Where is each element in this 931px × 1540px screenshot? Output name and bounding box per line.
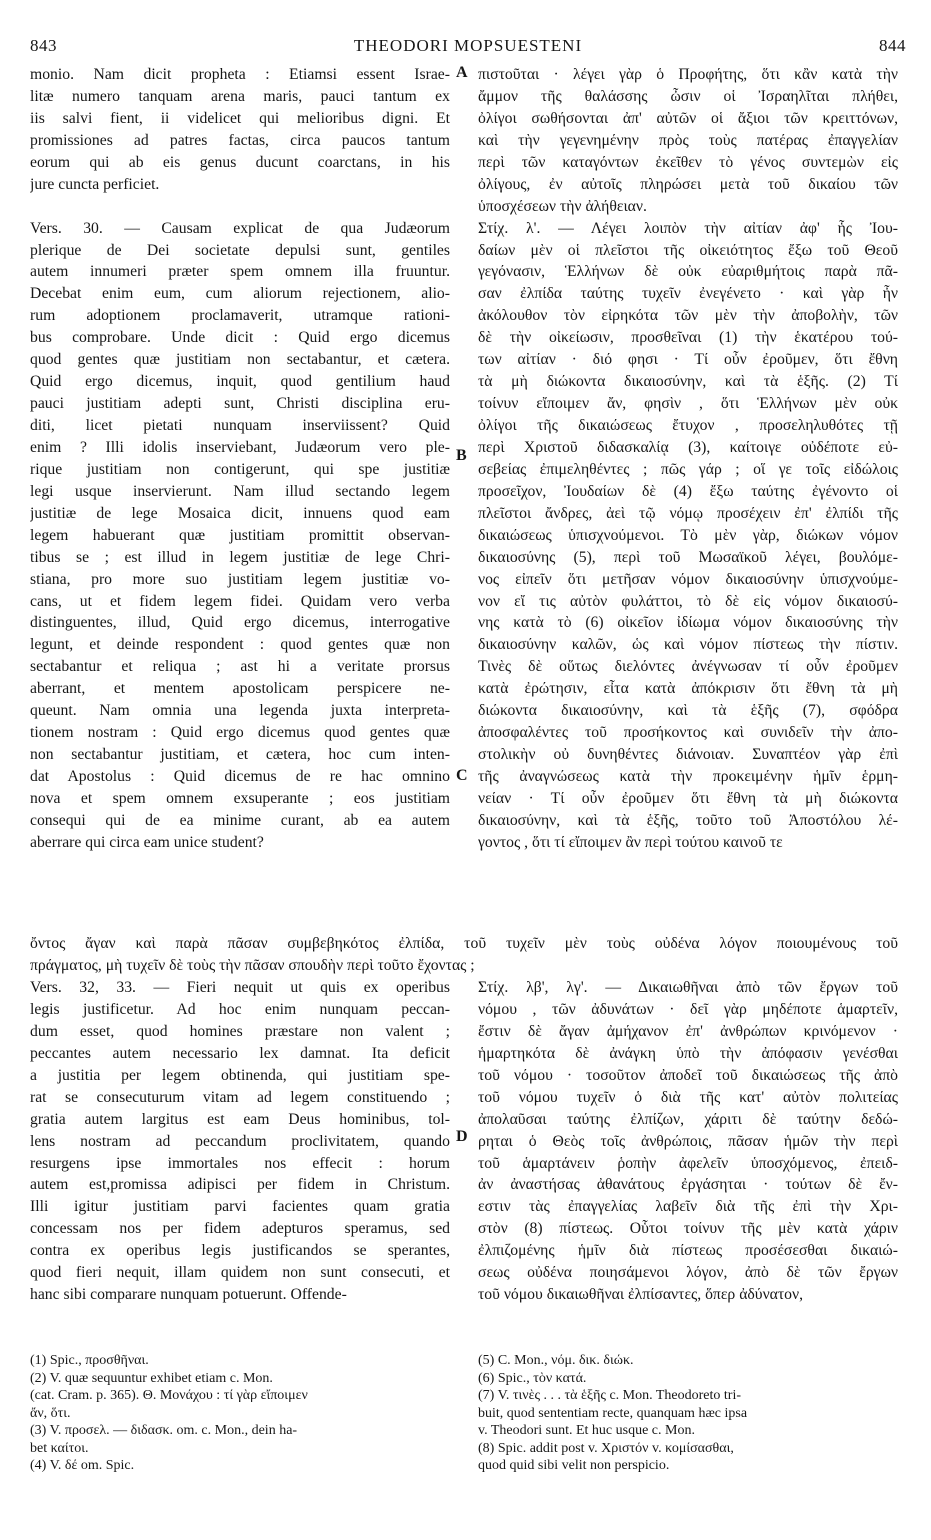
greek-text-line: στολικὴν οὐ δυνηθέντες διάνοιαν. Συναπτέον γὰρ ἐπὶ <box>478 746 898 764</box>
footnote-line: (4) V. δέ om. Spic. <box>30 1458 135 1473</box>
latin-text-line: distinguentes, illud, Quid ergo dicemus, interrogative <box>30 614 450 632</box>
greek-text-line: δικαιοσύνην καλῶν, ὡς καὶ νόμον πίστεως τὴν πίστιν. <box>478 636 898 654</box>
page-number-left: 843 <box>30 36 57 55</box>
latin-text-line: iis salvi fient, ii videlicet qui melioribus digni. Et <box>30 109 450 127</box>
footnote-line: bet καίτοι. <box>30 1440 89 1456</box>
greek-spanning-lines <box>30 933 898 977</box>
greek-text-line: νος εἰπεῖν ὅτι μετῆσαν νόμον δικαιοσύνην ὑπισχνούμε- <box>478 570 898 588</box>
footnotes-left <box>30 1352 450 1475</box>
greek-text-line: νον εἴ τις αὐτὸν φυλάττοι, τὸ δὲ εἰς νόμον δικαιοσύ- <box>478 592 898 610</box>
greek-text-line: ἔστιν δὲ ἄγαν ἀμήχανον ἐπ' ἀνθρώπων κρινόμενον · <box>478 1022 898 1040</box>
latin-text-line: Quid ergo dicemus, inquit, quod gentilium haud <box>30 373 450 391</box>
latin-text-line: quod gentes quæ justitiam non sectabantur, et cætera. <box>30 351 450 369</box>
latin-text-line: Vers. 30. — Causam explicat de qua Judæorum <box>30 219 450 237</box>
footnote-line: (2) V. quæ sequuntur exhibet etiam c. Mon. <box>30 1370 273 1386</box>
footnote-line: ἄν, ὅτι. <box>30 1405 71 1421</box>
latin-text-line: queunt. Nam omnia una legenda juxta interpreta- <box>30 702 450 720</box>
latin-text-line: monio. Nam dicit propheta : Etiamsi essent Israe- <box>30 66 450 83</box>
latin-text-line: legunt, et deinde respondent : quod gentes quæ non <box>30 636 450 654</box>
greek-text-line: δικαιοσύνην, καὶ τὰ ἑξῆς, τοῦτο τοῦ Ἀποστόλου λέ- <box>478 811 898 829</box>
greek-text-line: νης κατὰ τὸ (6) οἰκεῖον ἰδίωμα νόμον δικαιοσύνης τὴν <box>478 614 898 632</box>
greek-text-line: νείαν · Τί οὖν ἐροῦμεν ὅτι ἔθνη τὰ μὴ διώκοντα <box>478 789 898 807</box>
greek-text-line: ἡμαρτηκότα δὲ ἀνάγκη ὑπὸ τὴν ἀπόφασιν γενέσθαι <box>478 1044 898 1062</box>
latin-text-line: peccantes autem necessario lex damnat. Ita deficit <box>30 1044 450 1062</box>
greek-text-line: σαν ἐλπίδα ταύτης τυχεῖν ἐνεγένετο · καὶ γὰρ ἦν <box>478 285 898 303</box>
footnotes-right <box>478 1352 898 1475</box>
running-header <box>30 36 906 60</box>
greek-spanning-line: πράγματος, μὴ τυχεῖν δὲ τοὺς τὴν πᾶσαν σπουδὴν περὶ τοῦτο ἔχοντας ; <box>30 956 475 974</box>
latin-text-line: gratia autem largitus est eam Deus hominibus, tol- <box>30 1110 450 1128</box>
greek-text-line: ἀπολαῦσαι ταύτης ἐλπίζων, χάριτι δὲ ταύτην δεδώ- <box>478 1110 898 1128</box>
latin-text-line: tionem nostram : Quid ergo dicemus quod gentes quæ <box>30 724 450 742</box>
latin-text-line: pauci justitiam adepti sunt, Christi disciplina eru- <box>30 395 450 413</box>
greek-text-line: Τινὲς δὲ οὕτως διελόντες ἀνέγνωσαν τί οὖν ἐροῦμεν <box>478 658 898 676</box>
latin-text-line: promissiones ad patres factas, circa paucos tantum <box>30 131 450 149</box>
greek-text-line: νόμου , τῶν ἀδυνάτων · δεῖ γὰρ μηδέποτε ἁμαρτεῖν, <box>478 1000 898 1018</box>
latin-text-line: litæ numero tanquam arena maris, pauci tantum ex <box>30 87 450 105</box>
greek-column-lower <box>478 977 898 1306</box>
greek-text-line: ἀκόλουθον τὸν εἰρηκότα τῶν μὲν τὴν ἀποβολὴν, τῶν <box>478 307 898 325</box>
latin-text-line: quod fieri nequit, illam quidem non sunt consecuti, et <box>30 1264 450 1282</box>
latin-text-line: concessam nos per fidem adepturos speramus, sed <box>30 1220 450 1238</box>
footnote-line: (6) Spic., τὸν κατά. <box>478 1370 587 1386</box>
latin-text-line: a justitia per legem obtinenda, qui justitiam spe- <box>30 1066 450 1084</box>
latin-text-line: nova et spem omnem exsuperante ; eos justitiam <box>30 789 450 807</box>
greek-text-line: κατὰ ἐρώτησιν, εἶτα κατὰ ἀπόκρισιν ὅτι ἔθνη τὰ μὴ <box>478 680 898 698</box>
greek-text-line: προσεῖχον, Ἰουδαίων δὲ (4) ἔξω ταύτης ἐγένοντο οἱ <box>478 482 898 500</box>
greek-text-line: ἐλπιζομένης ἡμῖν διὰ πίστεως προσέσεσθαι δικαιώ- <box>478 1242 898 1260</box>
footnote-line: (7) V. τινὲς . . . τὰ ἑξῆς c. Mon. Theodoreto tri- <box>478 1388 742 1403</box>
footnote-line: (3) V. προσελ. — διδασκ. om. c. Mon., dein ha- <box>30 1423 298 1438</box>
greek-text-line: σεως οὐδένα ποιησάμενοι λόγον, ἀπὸ δὲ τῶν ἔργων <box>478 1264 898 1282</box>
latin-text-line: rique justitiam non contigerunt, qui spe justitiæ <box>30 460 450 478</box>
latin-text-line: dat Apostolus : Quid dicemus de re hac omnino <box>30 768 450 785</box>
latin-text-line: jure cuncta perficiet. <box>30 175 160 193</box>
greek-text-line: εστιν τὰς ἐπαγγελίας λαβεῖν διὰ τῆς ἐπὶ τὴν Χρι- <box>478 1198 898 1216</box>
latin-text-line: autem innumeri præter spem omnem illa fruuntur. <box>30 263 450 281</box>
latin-text-line: rat se consecuturum vitam ad legem constituendo ; <box>30 1088 450 1106</box>
latin-text-line: stiana, pro more suo justitiam legem justitiæ vo- <box>30 570 450 588</box>
greek-text-line: ἄμμον τῆς θαλάσσης ὦσιν οἱ Ἰσραηλῖται πλήθει, <box>478 87 898 105</box>
greek-text-line: δαίων μὲν οἱ πλεῖστοι τῆς οἰκειότητος ἔξω τοῦ Θεοῦ <box>478 241 898 259</box>
latin-text-line: enim ? Illi idolis inserviebant, Judæorum vero ple- <box>30 438 450 456</box>
greek-text-line: τῆς ἀναγνώσεως κατὰ τὴν προκειμένην ἡμῖν ἑρμη- <box>478 768 898 785</box>
greek-text-line: Στίχ. λ'. — Λέγει λοιπὸν τὴν αἰτίαν ἀφ' ἧς Ἰου- <box>478 219 898 237</box>
footnote-line: v. Theodori sunt. Et huc usque c. Mon. <box>478 1423 695 1438</box>
greek-column-upper <box>478 64 898 854</box>
greek-text-line: διώκοντα δικαιοσύνην, καὶ τὰ ἑξῆς (7), σφόδρα <box>478 702 898 720</box>
greek-text-line: των αἰτίαν · διό φησι · Τί οὖν ἐροῦμεν, ὅτι ἔθνη <box>478 351 898 369</box>
greek-text-line: περὶ Χριστοῦ διδασκαλίᾳ (3), καίτοιγε οὐδέποτε εὐ- <box>478 438 898 456</box>
greek-text-line: στὸν (8) πίστεως. Οὗτοι τοίνυν τῆς μὲν κατὰ χάριν <box>478 1220 898 1238</box>
greek-text-line: τοῦ νόμου · τοσοῦτον ἀποδεῖ τοῦ δικαιώσεως τῆς ἀπὸ <box>478 1066 898 1084</box>
greek-text-line: Στίχ. λβ', λγ'. — Δικαιωθῆναι ἀπὸ τῶν ἔργων τοῦ <box>478 979 898 996</box>
latin-text-line: justitiæ de lege Mosaica dicit, innuens quod eam <box>30 504 450 522</box>
footnote-line: buit, quod sententiam recte, quanquam hæc ipsa <box>478 1405 748 1421</box>
latin-text-line: consequi qui de ea minime curant, ab ea autem <box>30 811 450 829</box>
footnote-line: (8) Spic. addit post v. Χριστόν v. κομίσασθαι, <box>478 1440 734 1456</box>
latin-text-line <box>30 196 450 218</box>
greek-text-line: δὲ τὴν οἰκείωσιν, προσθεῖναι (1) τὴν ἑκατέρου τού- <box>478 329 898 347</box>
margin-marker-c: C <box>456 767 468 784</box>
greek-text-line: τοῦ ἁμαρτάνειν ῥοπὴν ἀφελεῖν ὑποσχόμενος, ἐπειδ- <box>478 1154 898 1172</box>
greek-text-line: δικαιοσύνης (5), περὶ τοῦ Μωσαϊκοῦ λέγει, βουλόμε- <box>478 548 898 566</box>
latin-text-line: cans, ut et fidem legem fidei. Quidam vero verba <box>30 592 450 610</box>
greek-text-line: ὀλίγοι σωθήσονται ἀπ' αὐτῶν οἱ ἄξιοι τῶν κρειττόνων, <box>478 109 898 127</box>
greek-text-line: σεβείας ἐπιμεληθέντες ; πῶς γάρ ; οἵ γε τοῖς εἰδώλοις <box>478 460 898 478</box>
latin-text-line: hanc sibi comparare nunquam potuerunt. Offende- <box>30 1286 347 1304</box>
margin-marker-b: B <box>456 447 467 464</box>
greek-text-line: τοῦ νόμου δικαιωθῆναι ἐλπίσαντες, ὅπερ ἀδύνατον, <box>478 1286 804 1304</box>
margin-marker-d: D <box>456 1128 468 1145</box>
latin-text-line: plerique de Dei societate depulsi sunt, gentiles <box>30 241 450 259</box>
latin-text-line: rum adoptionem proclamaverit, utramque rationi- <box>30 307 450 325</box>
latin-text-line: legi usque inservierunt. Nam illud sectando legem <box>30 482 450 500</box>
latin-text-line: Illi igitur justitiam parvi facientes quam gratia <box>30 1198 450 1216</box>
latin-text-line: contra ex operibus legis justificandos se sperantes, <box>30 1242 450 1260</box>
latin-column-upper <box>30 64 450 854</box>
greek-text-line: περὶ τῶν καταγόντων ἐκεῖθεν τὸ γένος συντεμὼν εἰς <box>478 153 898 171</box>
greek-text-line: ἀν ἀναστήσας ἀθανάτους ἐργάσηται · τούτων δὲ ἔν- <box>478 1176 898 1194</box>
latin-text-line: sectabantur et reliqua ; ast hi a veritate prorsus <box>30 658 450 676</box>
greek-text-line: πλεῖστοι ἄνδρες, ἀεὶ τῷ νόμῳ προσέχειν ἐπ' ἐλπίδι τῆς <box>478 504 898 522</box>
page-number-right: 844 <box>879 36 906 55</box>
greek-text-line: ὀλίγοι τῆς δικαιώσεως ἔτυχον , προσεληλυθότες τῇ <box>478 417 898 434</box>
greek-text-line: πιστοῦται · λέγει γὰρ ὁ Προφήτης, ὅτι κἂν κατὰ τὴν <box>478 66 898 83</box>
latin-text-line: aberrare qui circa eam unice student? <box>30 833 264 851</box>
footnote-line: (5) C. Mon., νόμ. δικ. διώκ. <box>478 1353 634 1368</box>
greek-text-line: τὰ μὴ διώκοντα δικαιοσύνην, καὶ τὰ ἑξῆς. (2) Τί <box>478 373 898 391</box>
greek-text-line: τοίνυν εἴποιμεν ἄν, φησὶν , ὅτι Ἑλλήνων μὲν οὐκ <box>478 395 898 413</box>
greek-text-line: γοντος , ὅτι τί εἴποιμεν ἂν περὶ τούτου καινοῦ τε <box>478 833 783 851</box>
latin-text-line: aberrant, et mentem apostolicam perspicere ne- <box>30 680 450 698</box>
greek-text-line: ἀποσφαλέντες τοῦ προσήκοντος καὶ συνιδεῖν τὴν ἀπο- <box>478 724 898 742</box>
latin-text-line: diti, licet pietati nunquam inserviissent? Quid <box>30 417 450 434</box>
greek-text-line: ὀλίγους, ἐν αὐτοῖς πληρώσει μετὰ τοῦ δικαίου τῶν <box>478 175 898 193</box>
greek-text-line: τοῦ νόμου τυχεῖν ὁ διὰ τῆς κατ' αὐτὸν πολιτείας <box>478 1088 898 1106</box>
greek-text-line: ρηται ὁ Θεὸς τοῖς ἀνθρώποις, πᾶσαν ἡμῶν τὴν περὶ <box>478 1132 898 1150</box>
latin-text-line: Vers. 32, 33. — Fieri nequit ut quis ex operibus <box>30 979 450 996</box>
latin-text-line: dum esset, quod homines præstare non valent ; <box>30 1022 450 1040</box>
latin-text-line: tibus se ; est illud in legem justitiæ de lege Chri- <box>30 548 450 566</box>
latin-text-line: non sectabantur justitiam, et cætera, hoc cum inten- <box>30 746 450 764</box>
latin-text-line: resurgens ipse immortales nos effecit : horum <box>30 1154 450 1172</box>
footnote-line: (1) Spic., προσθῆναι. <box>30 1353 149 1368</box>
footnote-line: (cat. Cram. p. 365). Θ. Μονάχου : τί γὰρ εἴποιμεν <box>30 1388 308 1403</box>
latin-text-line: autem est,promissa adipisci per fidem in Christum. <box>30 1176 450 1194</box>
latin-text-line: legem habuerant quæ justitiam promittit observan- <box>30 526 450 544</box>
latin-text-line: Decebat enim eum, cum aliorum rejectionem, alio- <box>30 285 450 303</box>
greek-text-line: δικαιώσεως ὑπισχνούμενοι. Τὸ μὲν γὰρ, διώκων νόμον <box>478 526 898 544</box>
greek-text-line: γεγόνασιν, Ἑλλήνων δὲ οὐκ εὐαριθμήτοις παρὰ πᾶ- <box>478 263 898 281</box>
latin-text-line: eorum qui ab eis genus ducunt coarctans, in his <box>30 153 450 171</box>
latin-text-line: bus comprobare. Unde dicit : Quid ergo dicemus <box>30 329 450 347</box>
latin-text-line: legis justificetur. Ad hoc enim nunquam peccan- <box>30 1000 450 1018</box>
greek-spanning-line: ὄντος ἄγαν καὶ παρὰ πᾶσαν συμβεβηκότος ἐλπίδα, τοῦ τυχεῖν μὲν τοὺς οὐδένα λόγον ποιουμένους τοῦ <box>30 935 898 952</box>
latin-column-lower <box>30 977 450 1306</box>
latin-text-line: lens nostram ad peccandum proclivitatem, quando <box>30 1132 450 1150</box>
greek-text-line: καὶ τὴν γεγενημένην πρὸς τοὺς πατέρας ἐπαγγελίαν <box>478 131 898 149</box>
running-title: THEODORI MOPSUESTENI <box>353 36 583 55</box>
footnote-line: quod quid sibi velit non perspicio. <box>478 1458 670 1473</box>
margin-marker-a: A <box>456 64 468 81</box>
greek-text-line: ὑποσχέσεων τὴν ἀλήθειαν. <box>478 197 647 215</box>
